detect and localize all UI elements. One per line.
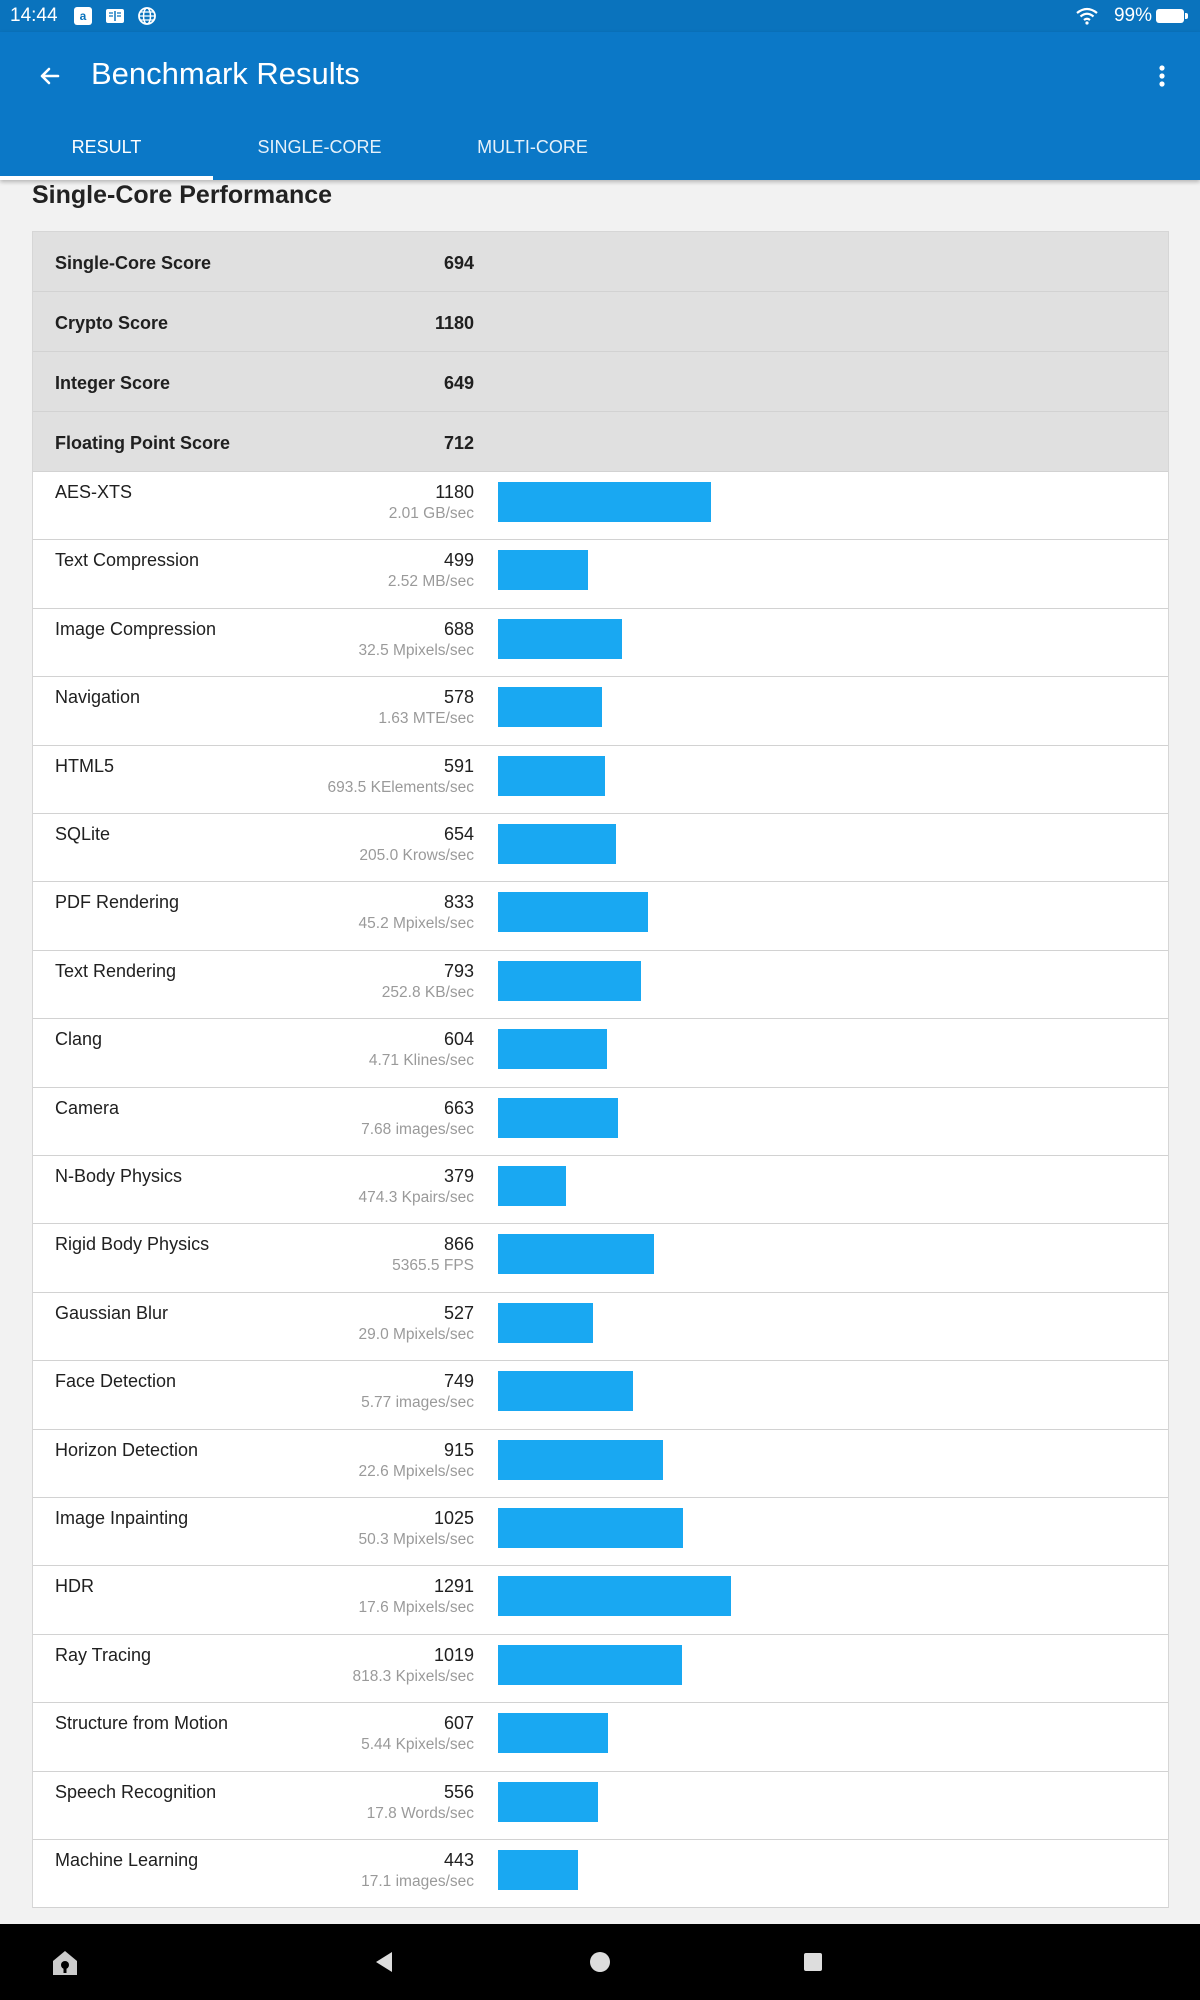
benchmark-rate: 474.3 Kpairs/sec — [358, 1189, 474, 1206]
summary-row — [33, 232, 1168, 292]
benchmark-name: Clang — [55, 1029, 103, 1050]
benchmark-row — [33, 1840, 1168, 1908]
score-bar — [498, 619, 622, 659]
benchmark-row — [33, 1703, 1168, 1771]
benchmark-row — [33, 814, 1168, 882]
benchmark-rate: 50.3 Mpixels/sec — [358, 1531, 474, 1548]
score-bar — [498, 1234, 654, 1274]
benchmark-rate: 2.01 GB/sec — [388, 505, 474, 522]
benchmark-row — [33, 677, 1168, 745]
benchmark-rate: 17.6 Mpixels/sec — [358, 1599, 474, 1617]
benchmark-name: Rigid Body Physics — [55, 1234, 210, 1255]
benchmark-name: AES-XTS — [55, 482, 133, 502]
benchmark-name: Machine Learning — [55, 1850, 199, 1870]
benchmark-rate: 45.2 Mpixels/sec — [358, 915, 474, 933]
wifi-icon — [1075, 6, 1099, 26]
benchmark-name: HDR — [55, 1576, 94, 1597]
score-bar — [498, 1576, 731, 1616]
benchmark-name: Face Detection — [55, 1371, 177, 1392]
score-bar — [498, 1508, 683, 1548]
benchmark-row — [33, 1361, 1168, 1429]
benchmark-score: 866 — [443, 1234, 474, 1255]
benchmark-score: 591 — [443, 755, 474, 776]
summary-score: 694 — [443, 253, 474, 273]
benchmark-name: Image Inpainting — [55, 1508, 189, 1528]
benchmark-row — [33, 1156, 1168, 1224]
status-time: 14:44 — [10, 5, 58, 26]
benchmark-score: 1019 — [433, 1644, 474, 1665]
benchmark-score: 915 — [443, 1439, 474, 1460]
benchmark-name: Camera — [55, 1097, 120, 1118]
benchmark-row — [33, 1566, 1168, 1634]
summary-label: Crypto Score — [55, 313, 169, 333]
benchmark-score: 688 — [443, 618, 474, 639]
benchmark-rate: 29.0 Mpixels/sec — [358, 1325, 474, 1343]
score-bar — [498, 961, 641, 1001]
benchmark-row — [33, 1430, 1168, 1498]
benchmark-row — [33, 1293, 1168, 1361]
page-title: Benchmark Results — [91, 56, 360, 91]
benchmark-row — [33, 951, 1168, 1019]
benchmark-score: 379 — [443, 1166, 474, 1186]
benchmark-row — [33, 540, 1168, 608]
summary-score: 649 — [443, 373, 474, 393]
benchmark-row — [33, 1019, 1168, 1087]
summary-row — [33, 412, 1168, 472]
benchmark-name: PDF Rendering — [55, 892, 180, 913]
tab-result[interactable] — [0, 133, 213, 180]
benchmark-score: 1291 — [433, 1576, 474, 1597]
benchmark-row — [33, 472, 1168, 540]
amazon-icon — [73, 6, 93, 26]
score-bar — [498, 1098, 618, 1138]
battery-percent: 99% — [1113, 5, 1152, 26]
tab-indicator — [0, 176, 213, 180]
summary-label: Single-Core Score — [55, 253, 212, 273]
benchmark-score: 527 — [443, 1302, 474, 1323]
tab-multi-core[interactable] — [426, 133, 639, 180]
system-nav-bar — [0, 1924, 1200, 2000]
benchmark-score: 556 — [443, 1781, 474, 1802]
benchmark-rate: 5.77 images/sec — [361, 1394, 474, 1412]
back-triangle-icon[interactable] — [364, 1942, 404, 1982]
score-bar — [498, 1850, 578, 1890]
benchmark-name: Structure from Motion — [55, 1713, 229, 1734]
benchmark-name: Text Compression — [55, 550, 200, 571]
benchmark-name: Horizon Detection — [55, 1439, 199, 1460]
summary-label: Integer Score — [55, 373, 171, 393]
benchmark-score: 654 — [443, 824, 474, 844]
benchmark-rate: 17.8 Words/sec — [366, 1804, 474, 1822]
benchmark-rate: 32.5 Mpixels/sec — [358, 641, 474, 659]
benchmark-row — [33, 882, 1168, 950]
more-vert-icon[interactable] — [1144, 58, 1180, 94]
score-bar — [498, 1713, 608, 1753]
summary-row — [33, 292, 1168, 352]
benchmark-rate: 2.52 MB/sec — [387, 573, 474, 591]
score-bar — [498, 550, 588, 590]
benchmark-rate: 7.68 images/sec — [361, 1120, 474, 1138]
benchmark-score: 1180 — [435, 482, 474, 502]
benchmark-score: 793 — [443, 960, 474, 981]
app-bar — [0, 32, 1200, 180]
benchmark-name: Navigation — [55, 687, 141, 708]
home-circle-icon[interactable] — [580, 1942, 620, 1982]
benchmark-name: Ray Tracing — [55, 1644, 152, 1665]
score-bar — [498, 482, 711, 522]
benchmark-rate: 5.44 Kpixels/sec — [361, 1736, 474, 1754]
benchmark-rate: 17.1 images/sec — [361, 1873, 474, 1890]
recents-square-icon[interactable] — [793, 1942, 833, 1982]
benchmark-name: Speech Recognition — [55, 1781, 217, 1802]
book-icon — [105, 6, 125, 26]
section-title: Single-Core Performance — [32, 181, 333, 209]
back-arrow-icon[interactable] — [32, 58, 68, 94]
benchmark-name: Text Rendering — [55, 960, 177, 981]
benchmark-rate: 1.63 MTE/sec — [378, 710, 474, 728]
tab-label: MULTI-CORE — [477, 137, 588, 157]
benchmark-rate: 693.5 KElements/sec — [327, 778, 474, 796]
summary-score: 1180 — [434, 313, 474, 333]
benchmark-score: 443 — [443, 1850, 474, 1870]
score-bar — [498, 687, 602, 727]
benchmark-score: 833 — [443, 892, 474, 913]
benchmark-rate: 252.8 KB/sec — [381, 983, 474, 1001]
score-bar — [498, 1440, 663, 1480]
home-icon[interactable] — [45, 1942, 85, 1982]
battery-icon — [1156, 9, 1184, 23]
benchmark-score: 749 — [443, 1371, 474, 1392]
benchmark-rate: 22.6 Mpixels/sec — [358, 1462, 474, 1480]
score-bar — [498, 1166, 566, 1206]
benchmark-name: HTML5 — [55, 755, 115, 776]
summary-row — [33, 352, 1168, 412]
tab-label: RESULT — [71, 137, 142, 157]
benchmark-score: 499 — [443, 550, 474, 571]
benchmark-rate: 5365.5 FPS — [392, 1257, 474, 1275]
benchmark-rate: 205.0 Krows/sec — [359, 847, 474, 864]
benchmark-score: 604 — [443, 1029, 474, 1050]
benchmark-name: Gaussian Blur — [55, 1302, 169, 1323]
benchmark-rate: 818.3 Kpixels/sec — [352, 1667, 474, 1685]
score-bar — [498, 892, 648, 932]
score-bar — [498, 1371, 633, 1411]
benchmark-row — [33, 1635, 1168, 1703]
benchmark-score: 663 — [443, 1097, 474, 1118]
benchmark-score: 1025 — [433, 1508, 474, 1528]
status-bar — [0, 0, 1200, 32]
score-bar — [498, 824, 616, 864]
score-bar — [498, 1782, 598, 1822]
tab-single-core[interactable] — [213, 133, 426, 180]
score-bar — [498, 1303, 593, 1343]
benchmark-name: SQLite — [55, 824, 111, 844]
tab-label: SINGLE-CORE — [257, 137, 382, 157]
summary-label: Floating Point Score — [55, 433, 231, 453]
globe-icon — [137, 6, 157, 26]
benchmark-score: 607 — [443, 1713, 474, 1734]
benchmark-row — [33, 609, 1168, 677]
benchmark-row — [33, 1224, 1168, 1292]
svg-text:a: a — [79, 9, 87, 23]
benchmark-row — [33, 746, 1168, 814]
results-card — [32, 231, 1169, 1908]
benchmark-row — [33, 1088, 1168, 1156]
score-bar — [498, 1645, 682, 1685]
score-bar — [498, 1029, 607, 1069]
benchmark-row — [33, 1772, 1168, 1840]
benchmark-score: 578 — [443, 687, 474, 708]
benchmark-row — [33, 1498, 1168, 1566]
benchmark-name: N-Body Physics — [55, 1166, 183, 1186]
summary-score: 712 — [443, 433, 474, 453]
benchmark-name: Image Compression — [55, 618, 217, 639]
score-bar — [498, 756, 605, 796]
benchmark-rate: 4.71 Klines/sec — [368, 1052, 474, 1070]
